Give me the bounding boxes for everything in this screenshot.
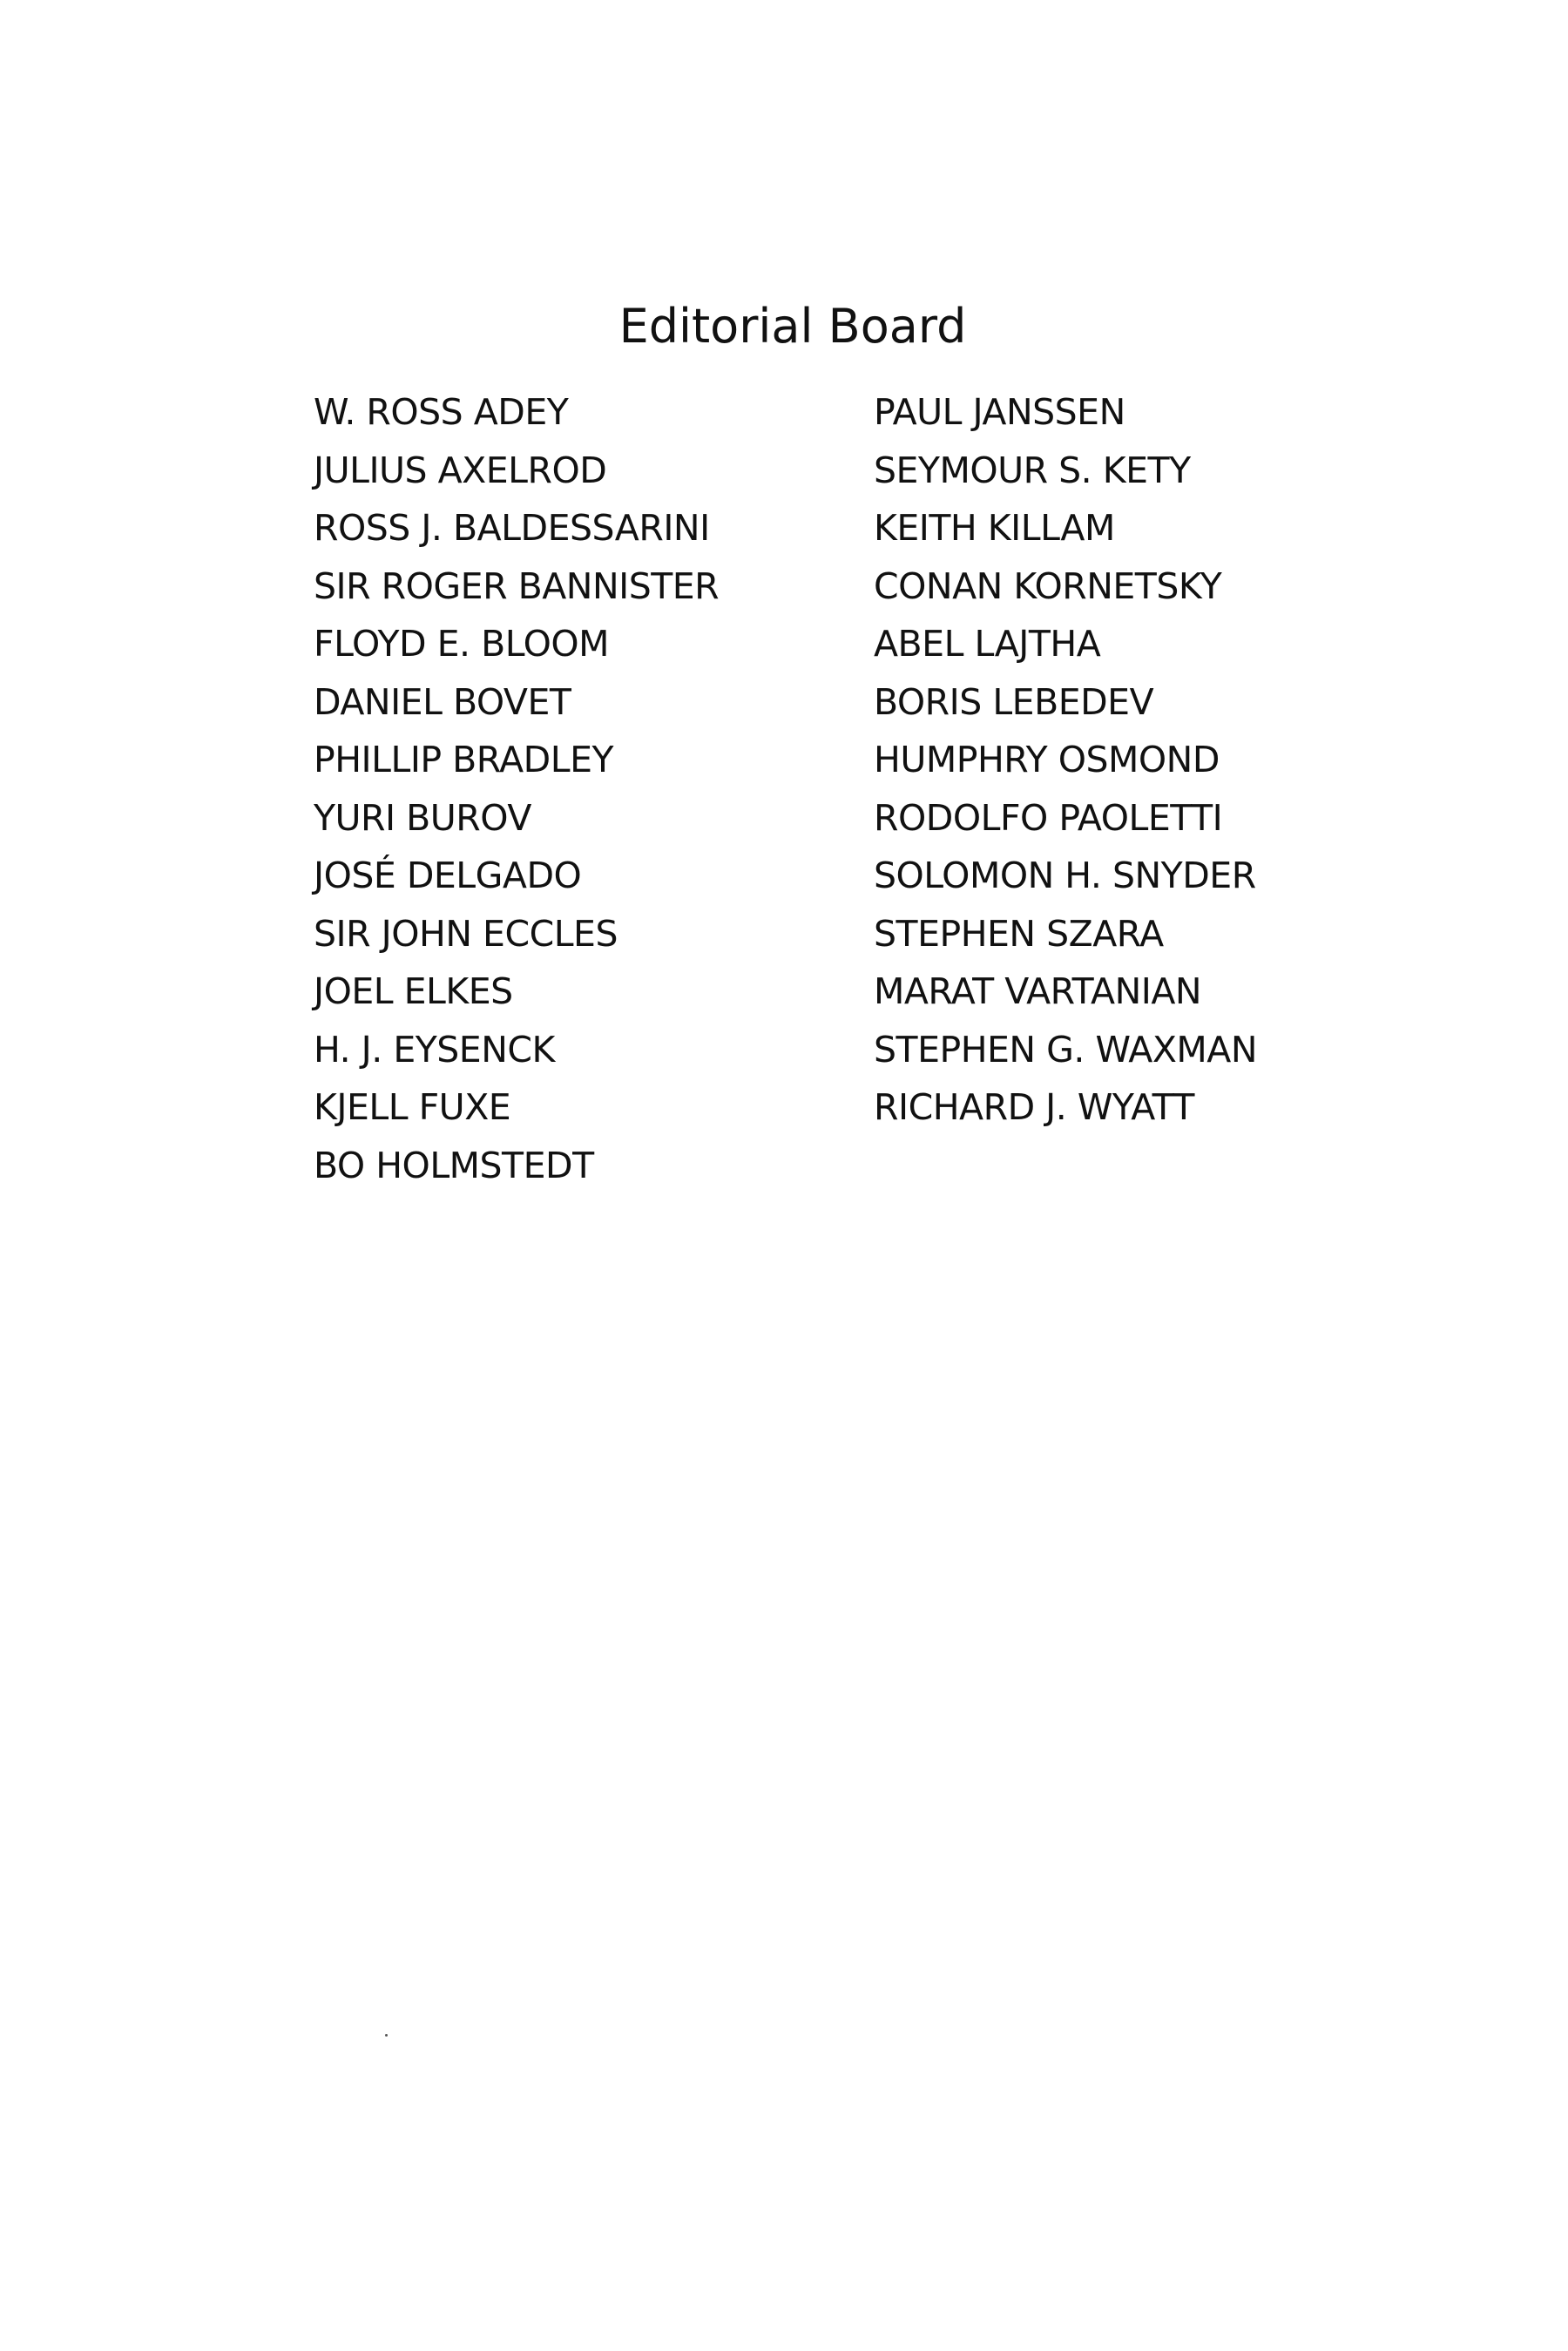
board-member: DANIEL BOVET — [314, 680, 571, 723]
board-member: STEPHEN G. WAXMAN — [874, 1028, 1257, 1071]
board-member: KEITH KILLAM — [874, 507, 1115, 549]
page-title: Editorial Board — [618, 299, 967, 354]
board-member: SOLOMON H. SNYDER — [874, 855, 1256, 896]
board-member: H. J. EYSENCK — [314, 1028, 555, 1071]
board-member: FLOYD E. BLOOM — [314, 623, 610, 665]
board-member: JULIUS AXELROD — [314, 449, 607, 491]
board-member: BO HOLMSTEDT — [314, 1144, 594, 1186]
board-member: HUMPHRY OSMOND — [874, 739, 1220, 780]
board-member: RODOLFO PAOLETTI — [874, 796, 1223, 839]
board-member: W. ROSS ADEY — [314, 391, 569, 433]
board-member: RICHARD J. WYATT — [874, 1086, 1194, 1128]
board-member: ABEL LAJTHA — [874, 623, 1101, 665]
board-members-left-column — [314, 383, 719, 1194]
board-member: YURI BUROV — [314, 796, 531, 839]
board-member: PAUL JANSSEN — [874, 391, 1125, 433]
board-members-right-column — [874, 383, 1257, 1137]
board-member: CONAN KORNETSKY — [874, 564, 1222, 607]
board-member: BORIS LEBEDEV — [874, 680, 1154, 723]
board-member: ROSS J. BALDESSARINI — [314, 507, 710, 549]
board-member: JOEL ELKES — [314, 970, 513, 1012]
board-member: SEYMOUR S. KETY — [874, 449, 1191, 491]
board-member: JOSÉ DELGADO — [314, 855, 582, 896]
scan-speck — [385, 2034, 388, 2037]
board-member: PHILLIP BRADLEY — [314, 739, 614, 780]
board-member: SIR JOHN ECCLES — [314, 912, 618, 955]
board-member: KJELL FUXE — [314, 1086, 511, 1128]
board-member: SIR ROGER BANNISTER — [314, 564, 720, 607]
board-member: MARAT VARTANIAN — [874, 970, 1202, 1012]
board-member: STEPHEN SZARA — [874, 912, 1164, 955]
